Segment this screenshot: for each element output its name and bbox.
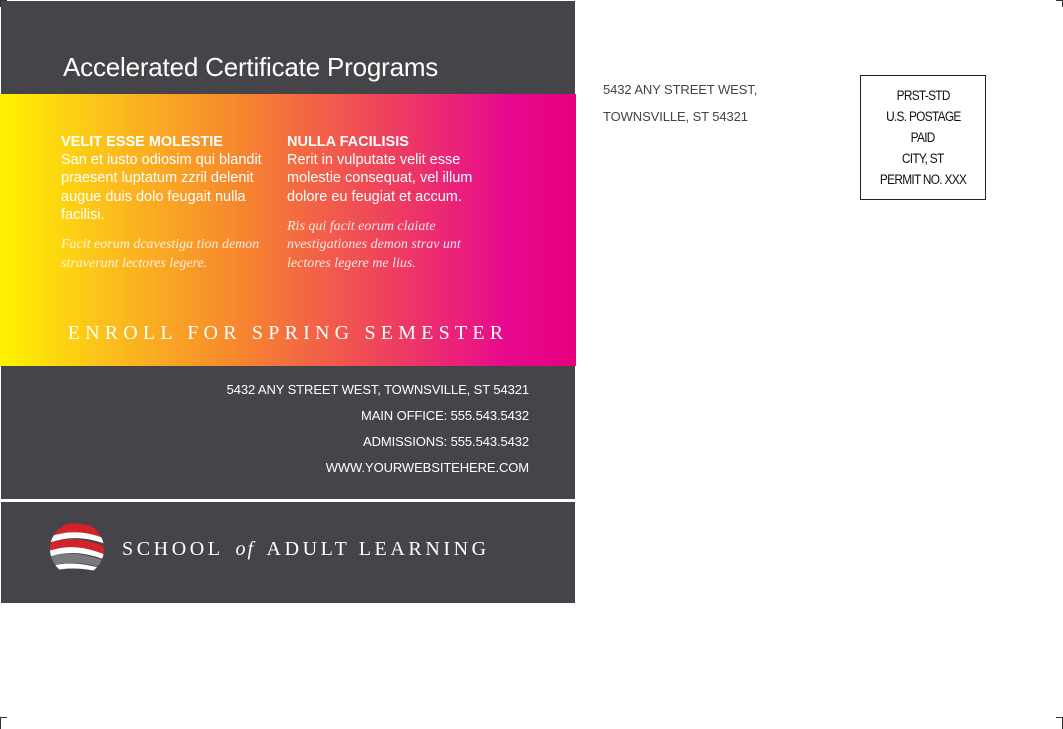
column-heading: NULLA FACILISIS [287,134,409,150]
contact-website-link[interactable]: WWW.YOURWEBSITEHERE.COM [325,460,529,475]
school-logo-icon [46,518,108,580]
column-body: San et iusto odiosim qui blandit praesent luptatum zzril delenit augue duis dolo feugait nulla facilisi. [61,152,262,223]
crop-mark [0,717,7,718]
school-name-of: of [235,538,256,560]
title-band [1,1,575,94]
crop-mark [1056,0,1063,1]
enroll-headline: ENROLL FOR SPRING SEMESTER [67,322,509,344]
feature-column-left [61,133,276,273]
column-heading: VELIT ESSE MOLESTIE [61,134,223,150]
contact-admissions: ADMISSIONS: 555.543.5432 [363,434,529,449]
return-address-line: 5432 ANY STREET WEST, [603,82,758,97]
crop-mark [0,717,1,729]
contact-main-office: MAIN OFFICE: 555.543.5432 [360,408,529,423]
column-body: Rerit in vulputate velit esse molestie consequat, vel illum dolore eu feugiat et accum. [287,152,473,205]
postage-indicia [860,75,986,200]
postage-line: U.S. POSTAGE [885,109,961,124]
page-title: Accelerated Certificate Programs [63,52,439,82]
contact-band [1,366,575,499]
feature-column-right [287,133,502,273]
postage-line: PRST-STD [896,88,950,103]
crop-mark [0,0,7,1]
school-name-first: SCHOOL [122,538,223,560]
crop-mark [0,0,1,7]
contact-address: 5432 ANY STREET WEST, TOWNSVILLE, ST 54321 [226,382,529,397]
return-address-line: TOWNSVILLE, ST 54321 [603,108,748,124]
postage-line: CITY, ST [902,151,944,166]
postage-line: PERMIT NO. XXX [879,172,967,187]
postage-line: PAID [910,130,936,145]
crop-mark [1056,717,1063,718]
logo-band [1,502,575,603]
school-name [122,538,490,561]
column-italic-note: Ris qui facit eorum claiate nvestigationes demon strav unt lectores legere me lius. [287,218,461,271]
postcard-front-panel [0,0,576,604]
mailing-return-address [603,77,757,130]
column-italic-note: Facit eorum dcavestiga tion demon straverunt lectores legere. [61,237,260,271]
school-name-rest: ADULT LEARNING [266,538,490,560]
feature-gradient-band [0,94,576,366]
